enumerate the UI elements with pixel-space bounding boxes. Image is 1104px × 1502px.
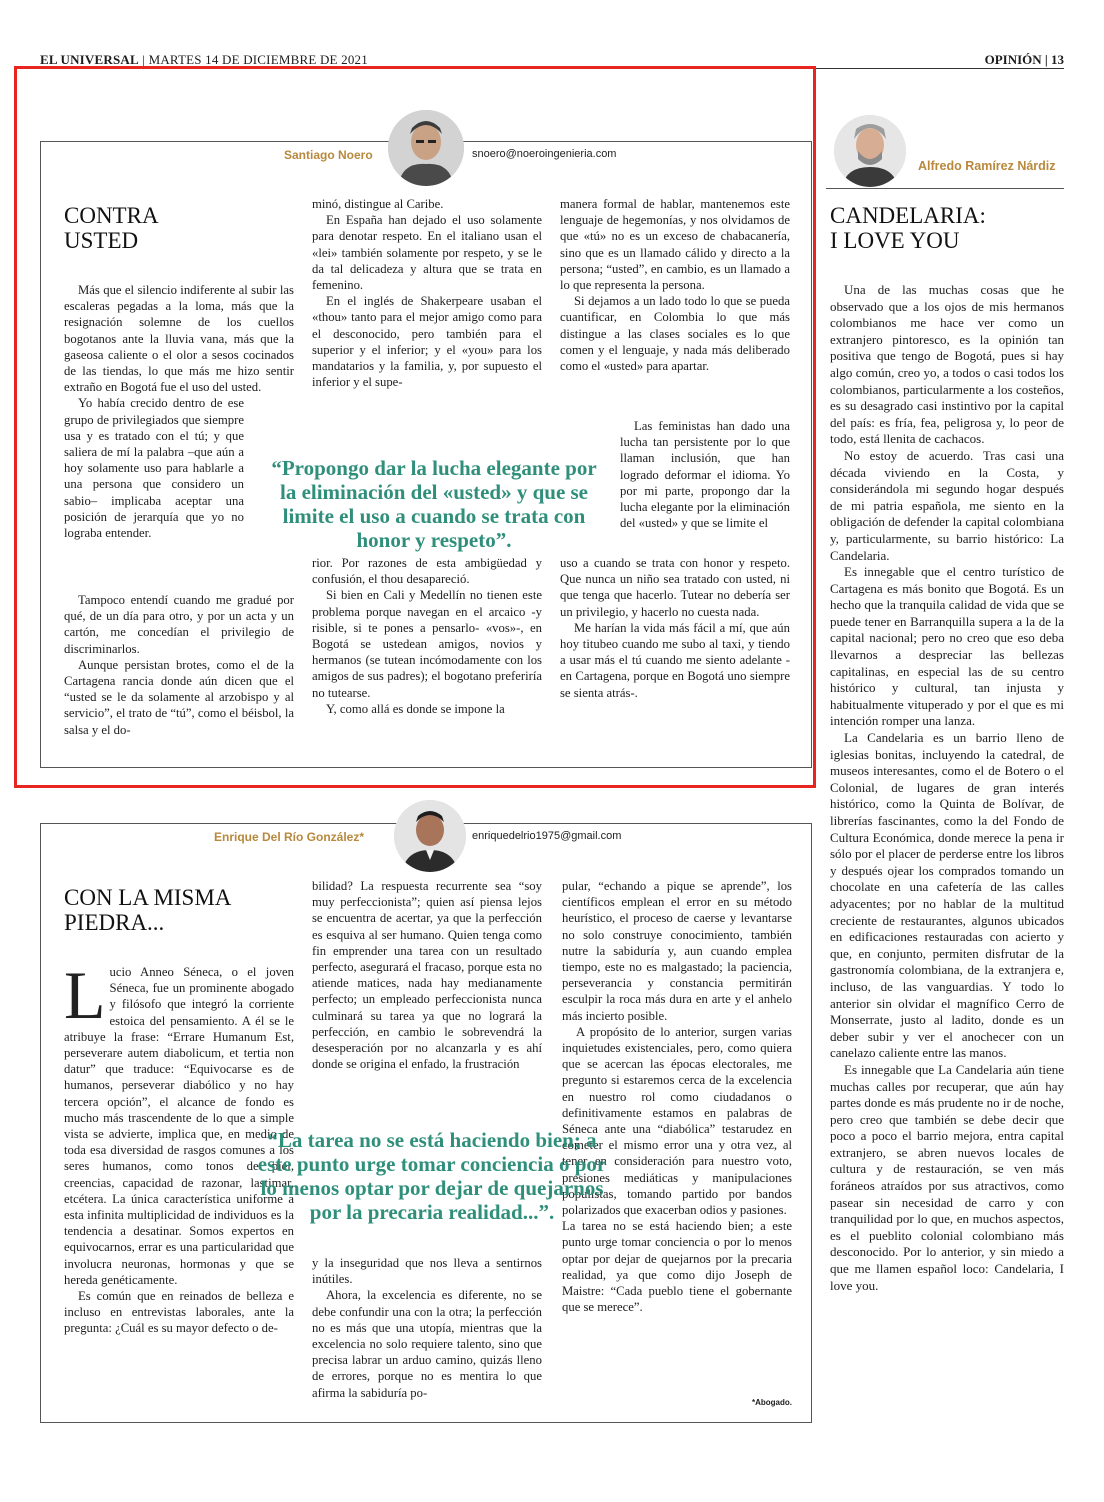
section-page: OPINIÓN | 13	[984, 52, 1064, 67]
article2-column-2a	[312, 878, 542, 1072]
paragraph-text: ucio Anneo Séneca, o el joven Séneca, fue un prominente abogado y filósofo que integró la corriente estoica del pensamiento. A él se le atribuye la frase: “Errare Humanum Est, perseverare autem diabolicum, et tertia non datur” que traduce: “Equivocarse es de humanos, perseverar diabólico y no hay tercera opción”, el alcance de fondo es mucho más trascendente de lo que a simple vista se advierte, implica que, en medio de toda esa diversidad de rasgos comunes a los seres humanos, como tonos de piel, creencias, capacidad de razonar, lastimar, etcétera. La única característica uniforme a esta infinita multiplicidad de individuos es la tendencia a desatinar. Somos expertos en equivocarnos, errar es una particularidad que involucra neuronas, hormonas y que se hereda genéticamente.	[64, 965, 294, 1287]
pull-quote: “Propongo dar la lucha elegante por la eliminación del «usted» y que se limite el uso a cuando se trata con honor y respeto”.	[271, 456, 597, 552]
paragraph: bilidad? La respuesta recurrente sea “soy muy perfeccionista”; quien así piensa lejos se encuentra de acertar, ya que la perfección es esquiva al ser humano. Quien tenga como fin emprender una tarea con un resultado perfecto, asegurará el fracaso, porque esta no atiende matices, nada hay medianamente perfecto; un empleado perfeccionista nunca culminará su tarea ya que no logrará la perfección, en cambio le sobrevendrá la desesperación por no alcanzarla y es ahí donde se origina el enfado, la frustración	[312, 879, 542, 1072]
paragraph: No estoy de acuerdo. Tras casi una década viviendo en la Costa, y considerándola mi segundo hogar después de mi patria española, me siento en la obligación de defender la capital colombiana y, particularmente, su barrio histórico: La Candelaria.	[830, 447, 1064, 563]
headline-line-1: CON LA MISMA	[64, 885, 232, 910]
paragraph: En España han dejado el uso solamente para denotar respeto. En el italiano usan el «lei» también solamente por respeto, y se le da tal delicadeza y altura que se trata en femenino.	[312, 213, 542, 293]
headline-line-2: PIEDRA...	[64, 910, 165, 935]
author-credit: *Abogado.	[752, 1398, 792, 1407]
paragraph: Ahora, la excelencia es diferente, no se debe confundir una con la otra; la perfección no es más que una utopía, mientras que la excelencia no solo requiere talento, sino que precisa labrar un arduo camino, quizás lleno de errores, porque no es mentira lo que afirma la sabiduría po-	[312, 1288, 542, 1400]
paragraph: manera formal de hablar, mantenemos este lenguaje de hegemonías, y nos olvidamos de que «tú» no es un exceso de chabacanería, sino que es un llamado cálido y directo a la persona; “usted”, en cambio, es un llamado a lo que representa la persona.	[560, 197, 790, 293]
paragraph: Si bien en Cali y Medellín no tienen este problema porque navegan en el arcaico -y risible, si te pones a pensarlo- «vos»-, en Bogotá se ustedean amigos, novios y hermanos (se tutean incómodamente con los amigos de sus padres); el bogotano preferiría no tutearse.	[312, 588, 542, 700]
author-rule	[826, 188, 1064, 189]
author-name: Santiago Noero	[284, 148, 373, 162]
paragraph: Una de las muchas cosas que he observado que a los ojos de mis hermanos colombianos me hace ver como un extranjero pintoresco, es la opinión tan positiva que tengo de Bogotá, pues si hay algo común, creo yo, a todos o casi todos los colombianos, particularmente a los costeños, es su desagrado casi instintivo por la capital del país: es fría, fea, peligrosa y, lo peor de todo, está llenita de cachacos.	[830, 282, 1064, 447]
paragraph: Me harían la vida más fácil a mí, que aún hoy titubeo cuando me subo al taxi, y tiendo a usar más el tú cuando me siento adelante -en Cartagena, porque en Bogotá uno siempre se sienta atrás-.	[560, 620, 790, 700]
author-email: snoero@noeroingenieria.com	[472, 148, 617, 160]
paragraph: rior. Por razones de esta ambigüedad y confusión, el thou desapareció.	[312, 556, 542, 587]
author-name: Alfredo Ramírez Nárdiz	[918, 159, 1056, 173]
paragraph: A propósito de lo anterior, surgen varias inquietudes existenciales, pero, como quiera que se acercan las épocas electorales, me pregunto si estaremos cerca de la excelencia en nuestro rol como ciudadanos o definitivamente estamos en palabras de Séneca ante una “diabólica” testarudez en cometer el mismo error una y otra vez, al tener en consideración para nuestro voto, presiones mediáticas y manipulaciones populistas, tomando partido por bandos polarizados que exacerban odios y pasiones.	[562, 1024, 792, 1218]
paragraph: Tampoco entendí cuando me gradué por qué, de un día para otro, y por un acta y un cartón, me concedían el privilegio de discriminarlos.	[64, 593, 294, 656]
headline-line-2: I LOVE YOU	[830, 228, 960, 253]
paragraph: Es innegable que La Candelaria aún tiene muchas calles por recuperar, que aún hay partes donde es más prudente no ir de noche, pero creo que también se debe decir que poco a poco el barrio mejora, entra capital extranjero, se abren nuevos locales de cultura y de restauración, se ven más foráneos atraídos por sus atractivos, como pasear sin necesidad de carro y con tranquilidad por lo que, en muchos aspectos, es el pueblito colonial colombiano más desconocido. Por lo anterior, y sin miedo a que me llamen español loco: Candelaria, I love you.	[830, 1061, 1064, 1293]
author-photo	[394, 800, 466, 872]
pull-quote: “La tarea no se está haciendo bien; a este punto urge tomar conciencia o por lo menos optar por dejar de quejarnos por la precaria realidad...”.	[257, 1128, 607, 1224]
issue-date: | MARTES 14 DE DICIEMBRE DE 2021	[142, 52, 368, 67]
paragraph: En el inglés de Shakerpeare usaban el «thou» tanto para el mejor amigo como para el desconocido, pero también para el superior y el inferior; y el «you» para los mandatarios y la familia, y, por supuesto el inferior y el supe-	[312, 294, 542, 390]
paragraph: Y, como allá es donde se impone la	[326, 701, 505, 716]
headline	[830, 203, 986, 253]
paragraph: Yo había crecido dentro de ese grupo de privilegiados que siempre usa y es tratado con el tú; y que saliera de mí la palabra –que aún a hoy solamente uso para hablarle a una persona que considero un sabio– implicaba aceptar una posición de jerarquía que yo no lograba entender.	[64, 396, 244, 541]
paragraph: La Candelaria es un barrio lleno de iglesias bonitas, incluyendo la catedral, de museos interesantes, como el de Botero o el Colonial, de lugares de gran interés histórico, como la Quinta de Bolívar, de librerías fascinantes, como la del Fondo de Cultura Económica, donde merece la pena ir sólo por el placer de perderse entre los libros y después ojear los comprados tomando un chocolate en una cafetería de las calles adyacentes; por no hablar de la multitud creciente de restaurantes, algunos ubicados en edificaciones restauradas con acierto y que, en conjunto, permiten disfrutar de la gastronomía colombiana, de la extranjera e, incluso, de las vanguardias. Y todo lo anterior sin olvidar el magnífico Cerro de Monserrate, justo al ladito, donde es un deber subir y ver el anochecer con un canelazo caliente entre las manos.	[830, 730, 1064, 1061]
author-email: enriquedelrio1975@gmail.com	[472, 830, 622, 842]
highlight-box	[14, 66, 816, 788]
paragraph: Si dejamos a un lado todo lo que se pueda cuantificar, en Colombia lo que más distingue a las clases sociales es lo que comen y el lenguaje, y nada más deliberado como el «usted» para apartar.	[560, 294, 790, 374]
paragraph: Es innegable que el centro turístico de Cartagena es más bonito que Bogotá. Es un hecho que la tranquila calidad de vida que se puede tener en Barranquilla supera a la de la capital nacional; pero no creo que eso deba llevarnos a despreciar las bellezas capitalinas, en especial las de su centro histórico y cultural, tan injusta y habitualmente vituperado y por el que es mi intención romper una lanza.	[830, 564, 1064, 729]
paragraph: y la inseguridad que nos lleva a sentirnos inútiles.	[312, 1256, 542, 1287]
author-photo	[834, 115, 906, 187]
paragraph: La tarea no se está haciendo bien; a este punto urge tomar conciencia o por lo menos optar por dejar de quejarnos por la precaria realidad, ya que como dijo Joseph de Maistre: “Cada pueblo tiene el gobernante que se merece”.	[562, 1219, 792, 1315]
drop-cap: L	[64, 964, 106, 1033]
headline-line-1: CANDELARIA:	[830, 203, 986, 228]
portrait-icon	[394, 800, 466, 872]
article3-column	[830, 282, 1064, 1427]
headline-line-2: USTED	[64, 228, 139, 253]
paragraph: minó, distingue al Caribe.	[312, 197, 444, 211]
paragraph: uso a cuando se trata con honor y respeto. Que nunca un niño sea tratado con usted, ni que tenga que hacerlo. Tutear no debería ser un privilegio, y hacerlo no cuesta nada.	[560, 556, 790, 619]
portrait-icon	[834, 115, 906, 187]
article2-column-2b	[312, 1255, 542, 1401]
paragraph: pular, “echando a pique se aprende”, los científicos emplean el error en su método heurístico, el proceso de caerse y levantarse no solo construye conocimiento, también nutre la sabiduría y, aun cuando emplea tiempo, este no es malgastado; la paciencia, perseverancia y constancia permitirán esculpir la roca más dura en arte y el anhelo más incierto posible.	[562, 879, 792, 1023]
paragraph: Más que el silencio indiferente al subir las escaleras pegadas a la loma, más que la resignación solemne de los cuellos bogotanos ante la lluvia vana, más que la gaseosa caliente o el olor a sesos cocinados de las tiendas, lo que más me hizo sentir extraño en Bogotá fue el uso del usted.	[64, 283, 294, 395]
paragraph: Las feministas han dado una lucha tan persistente por lo que llaman inclusión, que han logrado deformar el idioma. Yo por mi parte, propongo dar la lucha elegante por la eliminación del «usted» y que se limite el	[620, 419, 790, 531]
headline	[64, 885, 231, 935]
headline-line-1: CONTRA	[64, 203, 159, 228]
paragraph: Es común que en reinados de belleza e incluso en entrevistas laborales, ante la pregunta: ¿Cuál es su mayor defecto o de-	[64, 1289, 294, 1336]
paragraph: Aunque persistan brotes, como el de la Cartagena rancia donde aún dicen que el “usted se le da solamente al arzobispo y al servicio”, el trato de “tú”, como el béisbol, la salsa y el do-	[64, 657, 294, 737]
paragraph	[64, 964, 294, 1288]
paper-name: EL UNIVERSAL	[40, 52, 139, 67]
author-name: Enrique Del Río González*	[214, 830, 365, 844]
